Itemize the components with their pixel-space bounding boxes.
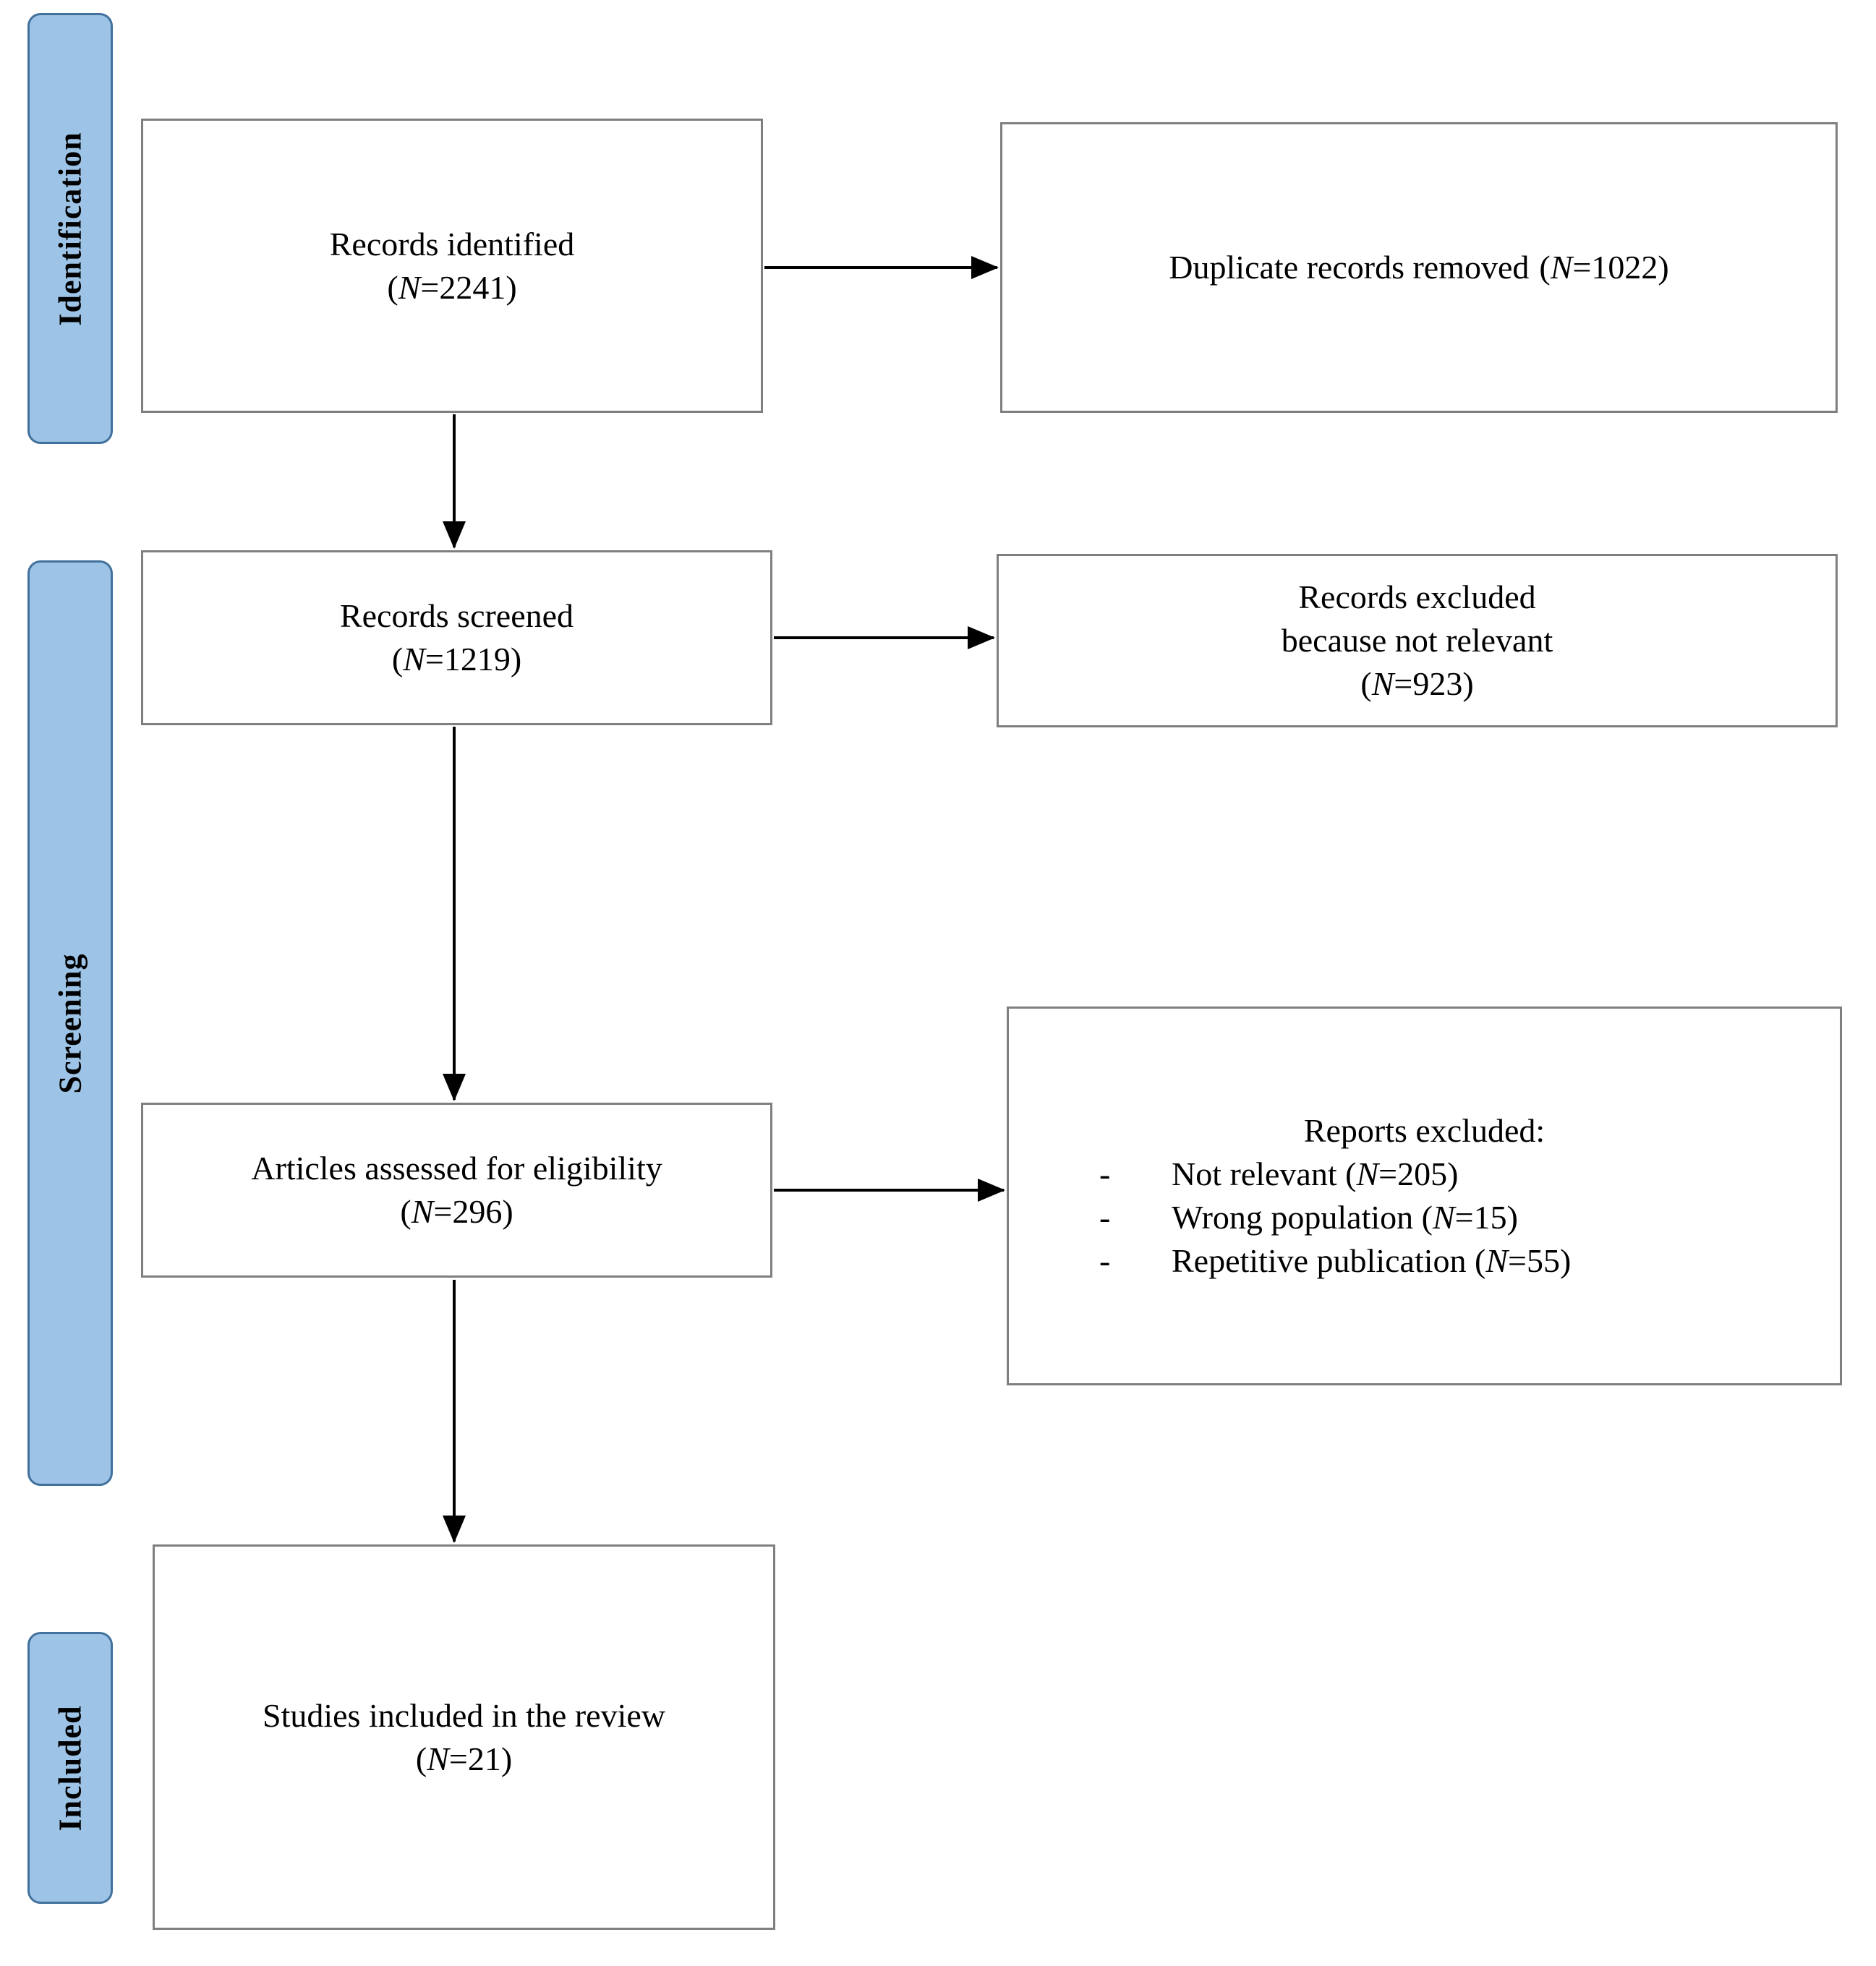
count-n: N: [398, 268, 421, 306]
list-item-text: [1172, 1239, 1811, 1283]
records-screened-title: Records screened: [339, 597, 574, 635]
count-pre: (: [387, 268, 398, 306]
records-excluded-count: [1360, 662, 1473, 706]
records-identified-count: [387, 266, 516, 309]
list-item-dash: -: [1099, 1199, 1111, 1236]
item-pre: Repetitive publication (: [1172, 1241, 1486, 1279]
duplicates-removed-text: [1169, 246, 1668, 289]
records-excluded-subtitle: because not relevant: [1281, 622, 1553, 659]
item-n: N: [1485, 1241, 1509, 1279]
count-pre: (: [391, 641, 404, 678]
count-post: =296): [433, 1193, 513, 1230]
count-post: =1022): [1572, 249, 1669, 286]
stage-label-identification-text: Identification: [52, 131, 88, 326]
list-item: [1099, 1239, 1811, 1283]
count-n: N: [1550, 249, 1573, 286]
box-reports-excluded: [1007, 1006, 1842, 1385]
box-records-identified: [141, 119, 763, 413]
reports-excluded-title: Reports excluded:: [1303, 1112, 1545, 1150]
stage-label-screening: [27, 560, 113, 1486]
list-item-text: [1172, 1196, 1811, 1239]
count-post: =2241): [420, 268, 517, 306]
list-item-dash: -: [1099, 1155, 1111, 1193]
box-records-excluded: [997, 554, 1838, 727]
box-articles-assessed: [141, 1103, 772, 1278]
item-n: N: [1356, 1155, 1379, 1193]
duplicates-removed-title: Duplicate records removed: [1169, 249, 1530, 286]
count-pre: (: [415, 1740, 427, 1777]
articles-assessed-count: [400, 1190, 513, 1234]
count-n: N: [1371, 664, 1394, 702]
item-post: =205): [1378, 1155, 1459, 1193]
studies-included-count: [416, 1738, 512, 1781]
box-studies-included: [153, 1544, 775, 1930]
count-pre: (: [1539, 249, 1551, 286]
list-item: [1099, 1153, 1811, 1196]
records-screened-count: [392, 638, 521, 681]
stage-label-included-text: Included: [52, 1704, 88, 1832]
stage-label-identification: [27, 13, 113, 444]
item-post: =55): [1508, 1241, 1572, 1279]
records-identified-title: Records identified: [329, 225, 575, 262]
stage-label-included: [27, 1632, 113, 1904]
records-excluded-title: Records excluded: [1298, 578, 1536, 616]
count-post: =21): [448, 1740, 513, 1777]
item-post: =15): [1454, 1199, 1518, 1236]
count-pre: (: [400, 1193, 412, 1230]
list-item: [1099, 1196, 1811, 1239]
count-post: =1219): [425, 641, 522, 678]
box-records-screened: [141, 550, 772, 725]
item-pre: Not relevant (: [1172, 1155, 1357, 1193]
count-n: N: [411, 1193, 434, 1230]
list-item-dash: -: [1099, 1241, 1111, 1279]
count-n: N: [403, 641, 425, 678]
studies-included-title: Studies included in the review: [263, 1696, 665, 1734]
count-pre: (: [1360, 664, 1372, 702]
count-n: N: [427, 1740, 449, 1777]
reports-excluded-list: [1009, 1153, 1840, 1282]
articles-assessed-title: Articles assessed for eligibility: [251, 1150, 662, 1187]
count-post: =923): [1394, 664, 1474, 702]
list-item-text: [1172, 1153, 1811, 1196]
stage-label-screening-text: Screening: [52, 953, 88, 1093]
item-pre: Wrong population (: [1172, 1199, 1433, 1236]
item-n: N: [1432, 1199, 1455, 1236]
box-duplicates-removed: [1000, 122, 1838, 413]
